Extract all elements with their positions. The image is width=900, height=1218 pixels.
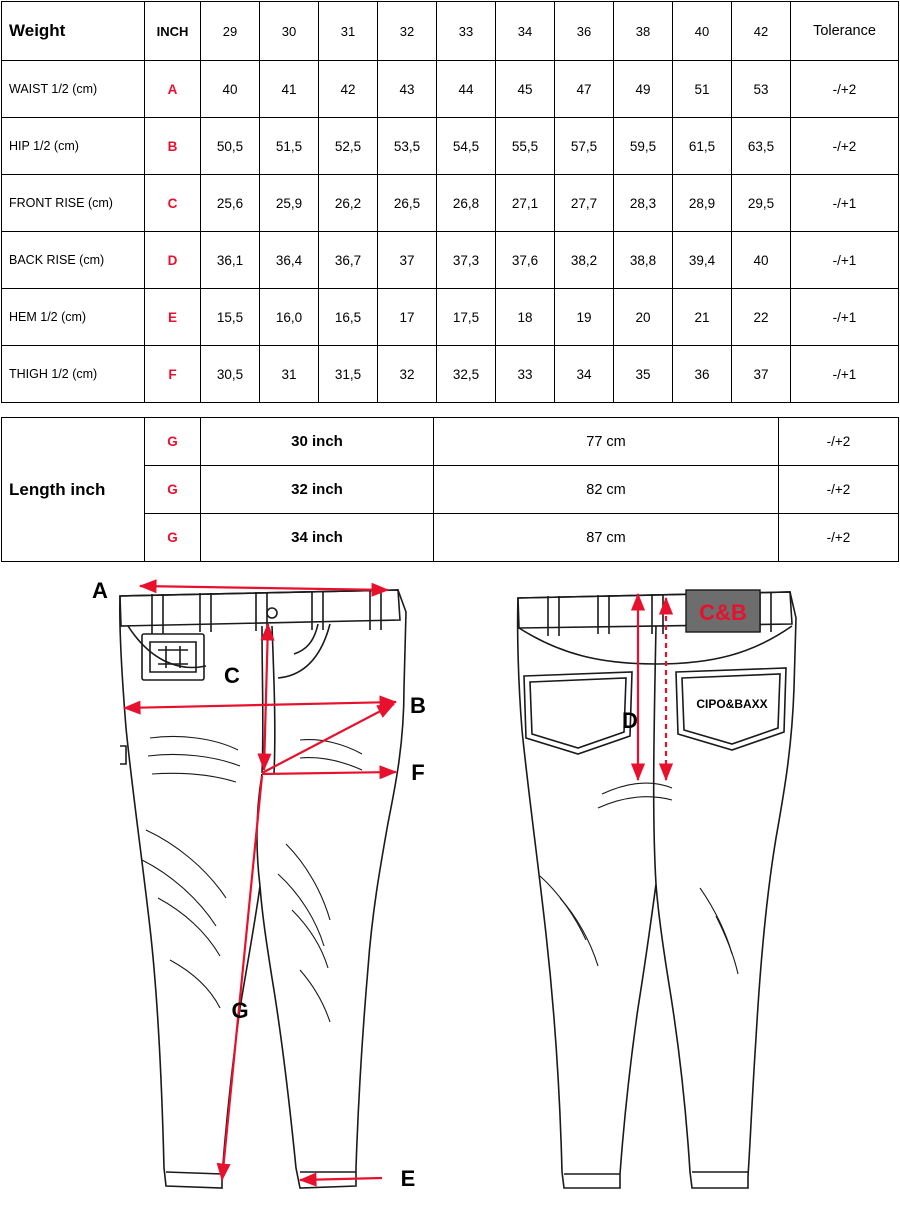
thigh-tolerance: -/+1	[791, 346, 899, 403]
jeans-back-view	[518, 592, 796, 1188]
hem-32: 17	[378, 289, 437, 346]
table-row	[2, 232, 899, 289]
back-rise-40: 39,4	[673, 232, 732, 289]
row-letter-f: F	[145, 346, 201, 403]
waist-30: 41	[260, 61, 319, 118]
waist-31: 42	[319, 61, 378, 118]
size-table-header-row	[2, 2, 899, 61]
arrow-b-hip-diag	[262, 704, 394, 773]
front-rise-29: 25,6	[201, 175, 260, 232]
back-rise-tolerance: -/+1	[791, 232, 899, 289]
label-c: C	[224, 663, 240, 688]
hem-34: 18	[496, 289, 555, 346]
thigh-29: 30,5	[201, 346, 260, 403]
hip-36: 57,5	[555, 118, 614, 175]
thigh-31: 31,5	[319, 346, 378, 403]
back-rise-29: 36,1	[201, 232, 260, 289]
thigh-34: 33	[496, 346, 555, 403]
hem-31: 16,5	[319, 289, 378, 346]
hem-40: 21	[673, 289, 732, 346]
thigh-33: 32,5	[437, 346, 496, 403]
row-letter-a: A	[145, 61, 201, 118]
hip-29: 50,5	[201, 118, 260, 175]
front-rise-30: 25,9	[260, 175, 319, 232]
size-header-31: 31	[319, 2, 378, 61]
row-label-thigh: THIGH 1/2 (cm)	[2, 346, 145, 403]
hem-42: 22	[732, 289, 791, 346]
back-rise-42: 40	[732, 232, 791, 289]
hip-38: 59,5	[614, 118, 673, 175]
length-tolerance-30: -/+2	[779, 418, 899, 466]
length-cm-30: 77 cm	[434, 418, 779, 466]
arrow-f-thigh	[262, 772, 396, 774]
row-letter-b: B	[145, 118, 201, 175]
waist-34: 45	[496, 61, 555, 118]
row-label-hip: HIP 1/2 (cm)	[2, 118, 145, 175]
length-letter-g-3: G	[145, 514, 201, 562]
arrow-c-front-rise	[264, 624, 268, 770]
back-rise-38: 38,8	[614, 232, 673, 289]
size-header-33: 33	[437, 2, 496, 61]
back-rise-33: 37,3	[437, 232, 496, 289]
thigh-30: 31	[260, 346, 319, 403]
back-rise-31: 36,7	[319, 232, 378, 289]
jeans-front-view	[120, 590, 406, 1188]
thigh-38: 35	[614, 346, 673, 403]
waist-29: 40	[201, 61, 260, 118]
row-letter-c: C	[145, 175, 201, 232]
length-table-title: Length inch	[2, 418, 145, 562]
length-cm-32: 82 cm	[434, 466, 779, 514]
thigh-40: 36	[673, 346, 732, 403]
length-letter-g-1: G	[145, 418, 201, 466]
back-rise-36: 38,2	[555, 232, 614, 289]
waist-42: 53	[732, 61, 791, 118]
back-rise-32: 37	[378, 232, 437, 289]
arrow-a-waist	[140, 586, 388, 590]
hip-33: 54,5	[437, 118, 496, 175]
size-table-tolerance-header: Tolerance	[791, 2, 899, 61]
row-label-hem: HEM 1/2 (cm)	[2, 289, 145, 346]
brand-patch-text: C&B	[699, 600, 747, 625]
length-inch-34: 34 inch	[201, 514, 434, 562]
hem-38: 20	[614, 289, 673, 346]
length-table-body	[2, 418, 899, 562]
waist-tolerance: -/+2	[791, 61, 899, 118]
size-table-inch-header: INCH	[145, 2, 201, 61]
front-rise-31: 26,2	[319, 175, 378, 232]
row-label-waist: WAIST 1/2 (cm)	[2, 61, 145, 118]
size-header-40: 40	[673, 2, 732, 61]
arrow-e-hem	[300, 1178, 382, 1180]
size-measurements-table	[1, 1, 899, 403]
size-header-42: 42	[732, 2, 791, 61]
brand-patch	[686, 590, 760, 632]
table-row	[2, 418, 899, 466]
arrow-b-hip	[124, 702, 396, 708]
row-label-front-rise: FRONT RISE (cm)	[2, 175, 145, 232]
back-pocket-brand-text: CIPO&BAXX	[696, 697, 768, 711]
length-table	[1, 417, 899, 562]
table-row	[2, 346, 899, 403]
size-table-body	[2, 2, 899, 403]
hip-34: 55,5	[496, 118, 555, 175]
front-rise-33: 26,8	[437, 175, 496, 232]
size-header-30: 30	[260, 2, 319, 61]
hip-31: 52,5	[319, 118, 378, 175]
label-b: B	[410, 693, 426, 718]
front-rise-34: 27,1	[496, 175, 555, 232]
size-table-title: Weight	[2, 2, 145, 61]
thigh-42: 37	[732, 346, 791, 403]
table-row	[2, 61, 899, 118]
arrow-g-inseam	[222, 776, 262, 1180]
row-letter-e: E	[145, 289, 201, 346]
length-letter-g-2: G	[145, 466, 201, 514]
thigh-36: 34	[555, 346, 614, 403]
hip-32: 53,5	[378, 118, 437, 175]
row-label-back-rise: BACK RISE (cm)	[2, 232, 145, 289]
waist-40: 51	[673, 61, 732, 118]
hip-tolerance: -/+2	[791, 118, 899, 175]
length-tolerance-34: -/+2	[779, 514, 899, 562]
size-header-34: 34	[496, 2, 555, 61]
row-letter-d: D	[145, 232, 201, 289]
back-rise-34: 37,6	[496, 232, 555, 289]
waist-33: 44	[437, 61, 496, 118]
length-inch-30: 30 inch	[201, 418, 434, 466]
waist-38: 49	[614, 61, 673, 118]
hip-40: 61,5	[673, 118, 732, 175]
front-rise-32: 26,5	[378, 175, 437, 232]
hem-tolerance: -/+1	[791, 289, 899, 346]
hem-36: 19	[555, 289, 614, 346]
waist-32: 43	[378, 61, 437, 118]
table-row	[2, 289, 899, 346]
size-header-29: 29	[201, 2, 260, 61]
size-chart-page	[0, 1, 900, 1201]
label-f: F	[411, 760, 425, 785]
length-cm-34: 87 cm	[434, 514, 779, 562]
hem-29: 15,5	[201, 289, 260, 346]
table-row	[2, 118, 899, 175]
waist-36: 47	[555, 61, 614, 118]
hem-33: 17,5	[437, 289, 496, 346]
label-e: E	[400, 1166, 416, 1191]
back-rise-30: 36,4	[260, 232, 319, 289]
table-row	[2, 175, 899, 232]
label-a: A	[92, 578, 108, 603]
hem-30: 16,0	[260, 289, 319, 346]
front-rise-38: 28,3	[614, 175, 673, 232]
length-tolerance-32: -/+2	[779, 466, 899, 514]
hip-42: 63,5	[732, 118, 791, 175]
jeans-measurement-illustration	[0, 568, 900, 1218]
front-rise-42: 29,5	[732, 175, 791, 232]
front-rise-40: 28,9	[673, 175, 732, 232]
thigh-32: 32	[378, 346, 437, 403]
front-rise-36: 27,7	[555, 175, 614, 232]
front-rise-tolerance: -/+1	[791, 175, 899, 232]
length-inch-32: 32 inch	[201, 466, 434, 514]
hip-30: 51,5	[260, 118, 319, 175]
label-d: D	[622, 708, 638, 733]
size-header-38: 38	[614, 2, 673, 61]
size-header-32: 32	[378, 2, 437, 61]
size-header-36: 36	[555, 2, 614, 61]
label-g: G	[231, 998, 249, 1023]
